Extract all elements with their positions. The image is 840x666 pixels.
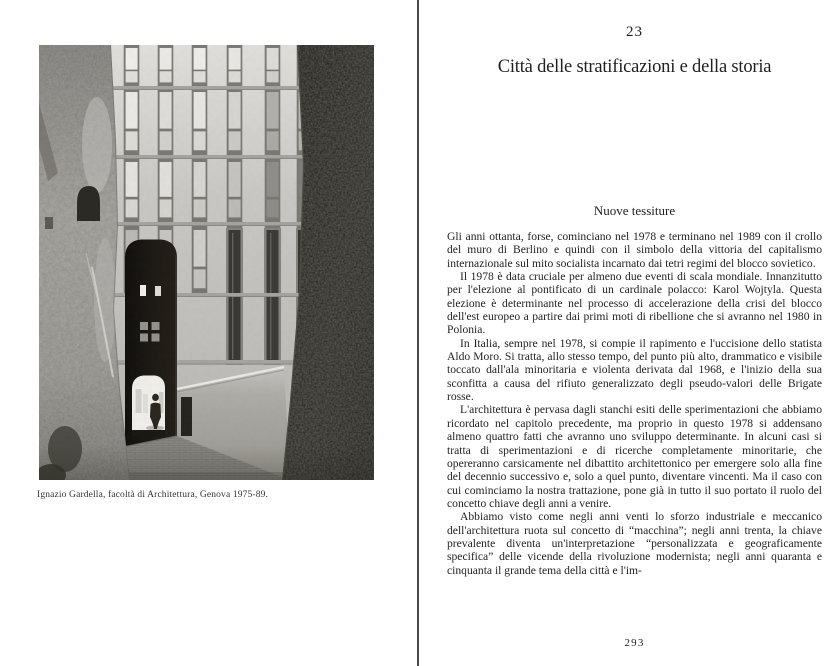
photo-caption: Ignazio Gardella, facoltà di Architettura, Genova 1975-89. xyxy=(37,490,269,500)
chapter-title: Città delle stratificazioni e della storia xyxy=(497,57,772,77)
body-paragraph: In Italia, sempre nel 1978, si compie il rapimento e l'uccisione dello statista Aldo Moro. Si tratta, allo stesso tempo, del punto più alto, drammatico e visibile toccato dall'ala minoritaria e violenta derivata dal 1968, e l'inizio della sua sconfitta a causa del rifiuto generalizzato degli pseudo-valori delle Brigate rosse. xyxy=(447,336,822,404)
body-paragraph: Il 1978 è data cruciale per almeno due eventi di scala mondiale. Innanzitutto per l'elezione al pontificato di un cardinale polacco: Karol Wojtyla. Questa elezione è determinante nel processo di accelerazione della crisi del blocco dell'est europeo a partire dai primi moti di ribellione che si avranno nel 1980 in Polonia. xyxy=(447,270,822,337)
book-photo xyxy=(39,45,374,478)
photo-illustration xyxy=(39,45,374,480)
page-number: 293 xyxy=(624,637,645,649)
photo-grain-overlay xyxy=(39,45,374,480)
body-paragraph: Gli anni ottanta, forse, cominciano nel 1978 e terminano nel 1989 con il crollo del muro di Berlino e quindi con il simbolo della vittoria del capitalismo internazionale sul mito socialista incarnato dai tetri regimi del blocco sovietico. xyxy=(447,230,822,270)
photo-vignette xyxy=(39,445,374,480)
body-paragraph: L'architettura è pervasa dagli stanchi esiti delle sperimentazioni che abbiamo ricordato nel capitolo precedente, ma proprio in questo 1978 si addensano almeno quattro fatti che avranno uno sviluppo determinante. In alcuni casi si tratta di sperimentazioni e di ricerche completamente minoritarie, che opereranno carsicamente nel dibattito architettonico per emergere solo alla fine del decennio successivo e, solo a quel punto, diventare vincenti. Ma il caso con cui cominciamo la nostra trattazione, pone già in tutto il suo portato il ruolo del concetto chiave degli anni a venire. xyxy=(447,403,822,510)
chapter-number: 23 xyxy=(626,24,643,40)
body-text xyxy=(447,230,822,577)
section-heading: Nuove tessiture xyxy=(593,203,676,218)
page-gutter xyxy=(417,0,419,666)
body-paragraph: Abbiamo visto come negli anni venti lo sforzo industriale e meccanico dell'architettura ruota sul concetto di “macchina”; negli anni trenta, la chiave prevalente diventa un'interpretazione “personalizzata e geograficamente specifica” delle vicende della rivoluzione modernista; negli anni quaranta e cinquanta il grande tema della città e l'im- xyxy=(447,510,822,577)
